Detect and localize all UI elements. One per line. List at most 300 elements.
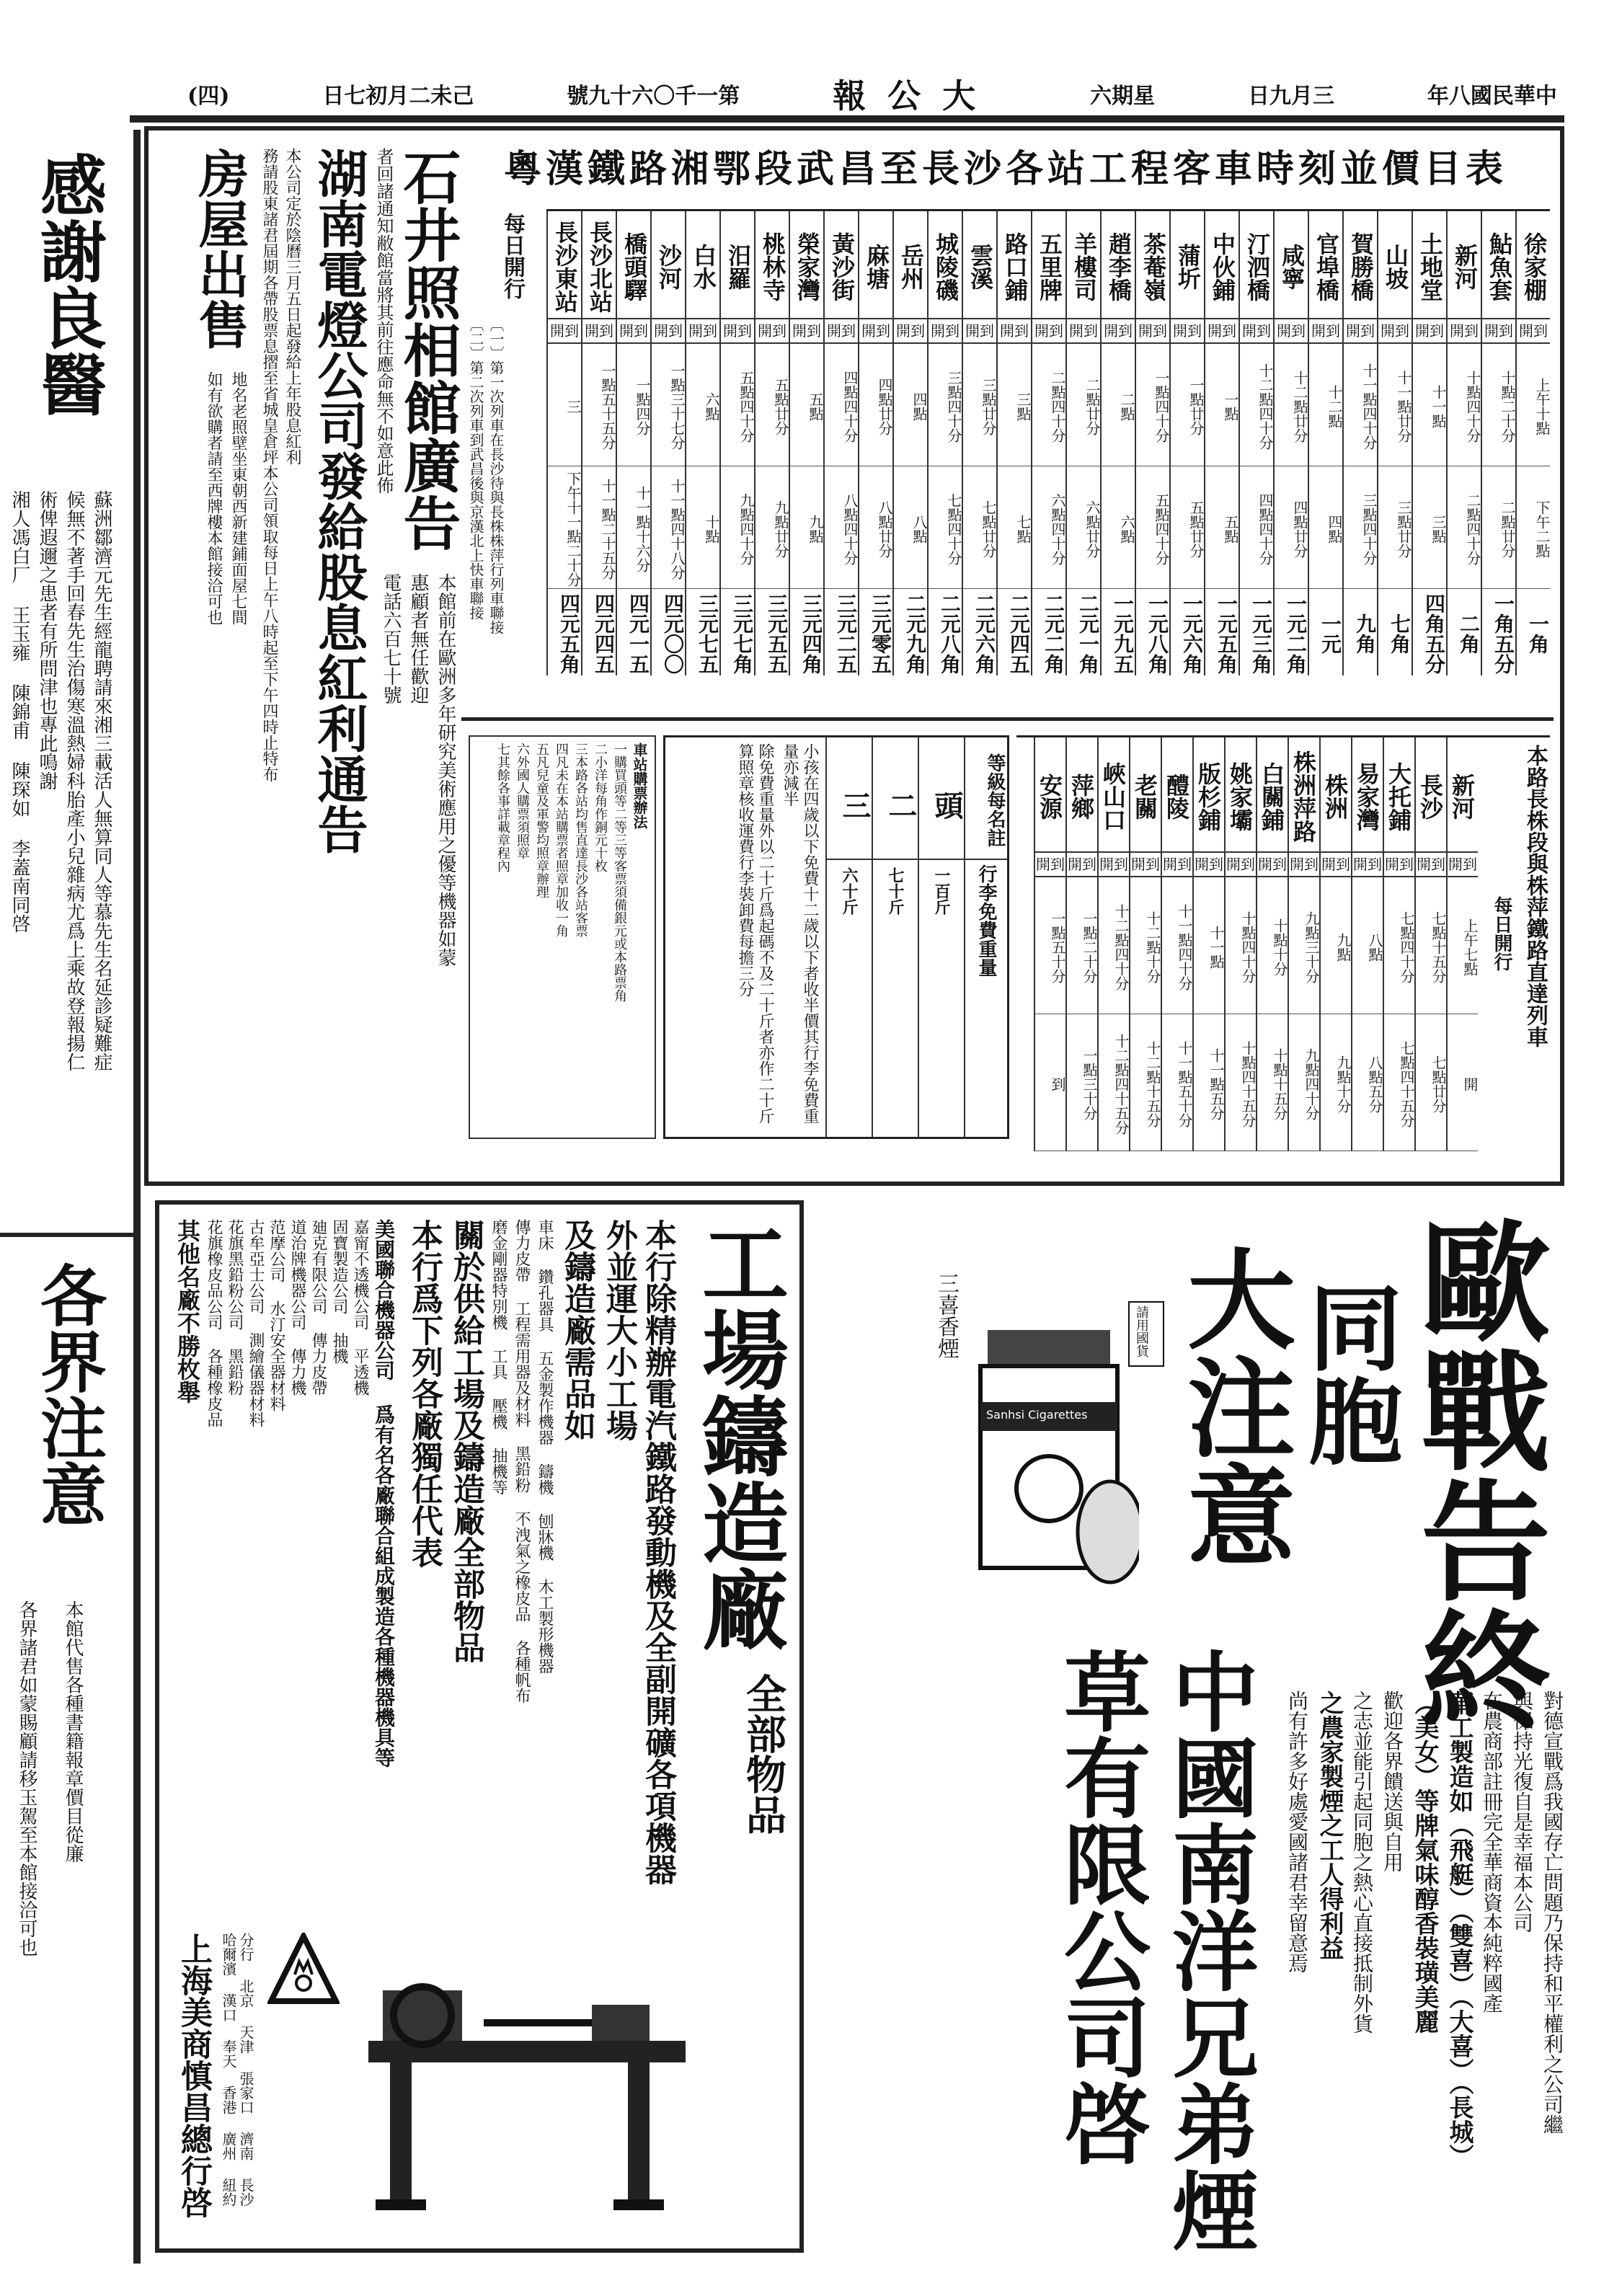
timetable-station-column [1319,737,1351,1151]
station-fare: 三元四角 [799,593,823,674]
timetable-station-column [1129,737,1161,1151]
station-name: 大托鋪 [1384,737,1414,853]
departure-time: 四點四十分 [1240,466,1273,589]
power-company-body [258,148,303,1157]
departure-time: 七點十五分 [1416,877,1446,1014]
open-label: 開 [1069,322,1083,340]
timetable-station-column [1273,211,1308,675]
timetable-station-column [1161,737,1192,1151]
departure-time: 一點廿分 [1171,344,1204,466]
station-fare: 四元四五 [592,593,616,674]
notice-body [14,1600,85,2235]
departure-time: 七點四十五分 [1384,1014,1414,1151]
open-label: 開 [688,322,703,340]
timetable-station-column [1169,211,1204,675]
open-arrive-header [1226,853,1256,877]
arrive-label: 到 [1272,856,1287,873]
fare-notes [665,737,825,1137]
timetable-station-column [1034,737,1065,1151]
departure-time: 九點四十分 [721,466,754,589]
fare-class-third: 三 [827,737,872,860]
open-label: 開 [1036,856,1050,873]
timetable-station-column [996,211,1031,675]
company: 美國聯合機器公司 爲有名各廠聯合組成製造各種機器機具等 [372,1219,396,1768]
timetable-title: 粵漢鐵路湘鄂段武昌至長沙各站工程客車時刻並價目表 [503,147,1507,191]
company: 花旗黑鉛粉公司 黑鉛粉 [226,1219,244,1396]
cigarette-ad-body [1285,1690,1564,2260]
station-name: 雲溪 [963,211,996,319]
timetable-station-column [581,211,616,675]
departure-time: 五點四十分 [721,344,754,466]
timetable-station-column [754,211,789,675]
arrive-label: 到 [807,322,821,340]
branch-timetable-grid [1034,737,1478,1151]
ticket-rule: 一購買頭等二等三等客票須備銀元或本路票角 [612,743,627,1002]
station-fare: 二元二角 [1042,593,1065,674]
departure-time: 四點 [1309,466,1342,589]
arrive-label: 到 [1399,856,1414,873]
departure-time: 五點廿分 [755,344,789,466]
open-arrive-header [859,319,892,344]
departure-time: 十一點廿分 [1378,344,1412,466]
open-label: 開 [1277,322,1291,340]
departure-time: 一點五十五分 [582,344,616,466]
masthead-weekday: 六期星 [1090,84,1156,109]
timetable-station-column [1515,211,1550,675]
ticket-rules [469,735,656,1139]
station-fare: 二元八角 [938,593,962,674]
arrive-label: 到 [1050,856,1065,873]
station-name: 山坡 [1378,211,1412,319]
departure-time: 十二點廿分 [1275,344,1308,466]
open-arrive-header [1289,853,1319,877]
departure-time: 二點四十分 [1448,466,1481,589]
ticket-rule: 三本路各站均售直達長沙各站客票 [573,743,588,937]
notice-line: 各界諸君如蒙賜顧請移玉駕至本館接洽可也 [16,1600,37,1956]
timetable-note: 〔一〕第一次列車在長沙待與長株株萍行列車聯接 [487,317,505,634]
arrive-label: 到 [564,322,579,340]
departure-time: 九點四十分 [1289,1014,1319,1151]
station-name: 白關鋪 [1257,737,1288,853]
departure-time: 二點廿分 [1067,344,1100,466]
station-fare: 二元六角 [972,593,996,674]
station-name: 老關 [1130,737,1161,853]
open-label: 開 [1034,322,1049,340]
open-label: 開 [723,322,737,340]
departure-time: 八點五分 [1352,1014,1383,1151]
thanks-line: 蘇洲鄒濟元先生經龍聘請來湘三載活人無算同人等慕先生名延診疑難症 [91,490,112,1071]
timetable-station-column [1135,211,1169,675]
departure-time: 十點十五分 [1257,1014,1288,1151]
departure-time: 六點四十分 [1032,466,1065,589]
open-arrive-header [1162,853,1192,877]
timetable-station-column [1256,737,1288,1151]
open-label: 開 [1258,856,1272,873]
timetable-station-column [1446,737,1478,1151]
station-fare: 九角 [1353,613,1377,654]
open-arrive-header [1102,319,1135,344]
seal-text: 請用國貨 [1134,1306,1149,1357]
company-more: 其他名廠不勝枚舉 [174,1219,201,1404]
open-arrive-header [1240,319,1273,344]
open-label: 開 [1242,322,1257,340]
luggage-second: 七十斤 [886,867,905,915]
fare-class-first: 頭 [919,737,964,860]
station-fare: 四元五角 [557,593,581,674]
timetable-grid [546,209,1550,675]
timetable-station-column [546,211,581,675]
departure-time: 三點廿分 [1378,466,1412,589]
station-name: 羊樓司 [1067,211,1100,319]
cigarette-headline-2: 同胞 [1293,1280,1403,1467]
ticket-rule: 二小洋每角作銅元十枚 [593,743,608,872]
thanks-body [7,490,114,1211]
departure-time: 九點三十分 [1289,877,1319,1014]
station-name: 萍鄉 [1067,737,1097,853]
timetable-station-column [823,211,858,675]
station-fare: 一角 [1526,613,1550,654]
departure-time: 七點四十分 [1384,877,1414,1014]
arrive-label: 到 [1533,322,1548,340]
open-label: 開 [585,322,599,340]
cigarette-tin-icon [966,1316,1139,1590]
open-label: 開 [1353,856,1368,873]
departure-time: 一點四十分 [1136,344,1169,466]
cigarette-headline-1: 歐戰告終 [1399,1215,1550,1734]
timetable-station-column [1097,737,1129,1151]
timetable-station-column [1065,211,1100,675]
open-label: 開 [1290,856,1304,873]
station-name: 株洲萍路 [1289,737,1319,853]
cigarette-firm-name: 中國南洋兄弟煙草有限公司啓 [1050,1647,1258,2253]
fare-header-class: 等級每名註 [965,737,1007,860]
timetable-station-column [1412,211,1446,675]
masthead-date: 日九月三 [1248,84,1334,109]
timetable-station-column [1288,737,1319,1151]
departure-time: 五點四十分 [1136,466,1169,589]
open-label: 開 [1104,322,1118,340]
factory-products: 磨金剛器特別機 工具 壓機 抽機等 [489,1219,508,1495]
station-name: 版杉鋪 [1194,737,1224,853]
open-label: 開 [1484,322,1499,340]
departure-time: 八點 [894,466,927,589]
house-line: 地名老照壁坐東朝西新建鋪面屋七間 [229,371,247,625]
arrive-label: 到 [1177,856,1192,873]
station-fare: 二角 [1457,613,1481,654]
station-fare: 三元七五 [696,593,719,674]
departure-time: 十二點四十分 [1099,877,1129,1014]
open-arrive-header [1482,319,1515,344]
cigarette-tin-illustration [966,1316,1139,1590]
open-arrive-header [929,319,962,344]
departure-time: 十一點四十分 [1344,344,1377,466]
divider [0,1233,133,1237]
house-sale-title: 房屋出售 [190,148,250,350]
station-name: 中伙鋪 [1205,211,1238,319]
timetable-station-column [1308,211,1342,675]
station-name: 咸寧 [1275,211,1308,319]
arrive-label: 到 [1014,322,1029,340]
open-arrive-header [1035,853,1065,877]
photo-line: 本館前在歐洲多年研究美術應用之優等機器如蒙 [435,573,456,967]
open-arrive-header [1448,319,1481,344]
timetable-station-column [1414,737,1446,1151]
departure-time: 三點四十分 [1344,466,1377,589]
departure-time: 十一點五十分 [1162,1014,1192,1151]
departure-time: 十點 [686,466,719,589]
arrive-label: 到 [1463,856,1477,873]
arrive-label: 到 [1326,322,1340,340]
photo-studio-title: 石井照相館廣告 [394,148,461,551]
cigarette-body-line: 在農商部註冊完全華商資本純粹國產 [1480,1690,1504,2013]
power-company-title: 湖南電燈公司發給股息紅利通告 [309,148,369,854]
factory-products: 傳力皮帶 工程需用器及材料 黑鉛粉 不洩氣之橡皮品 各種帆布 [513,1219,531,1703]
arrive-label: 到 [668,322,683,340]
departure-time: 十點二十分 [1482,344,1515,466]
departure-time: 四點廿分 [859,344,892,466]
station-name: 趙李橋 [1102,211,1135,319]
amco-logo [267,1933,340,2005]
station-name: 白水 [686,211,719,319]
station-name: 賀勝橋 [1344,211,1377,319]
station-name: 新河 [1448,737,1478,853]
departure-time: 一點四分 [617,344,650,466]
station-fare: 二元一角 [1076,593,1100,674]
departure-time: 九點廿分 [755,466,789,589]
arrive-label: 到 [876,322,890,340]
arrive-label: 到 [1241,856,1255,873]
open-label: 開 [1385,856,1399,873]
open-arrive-header [1413,319,1446,344]
ticket-rule: 六外國人購票須照章 [515,743,530,859]
cigarette-body-line: 對德宣戰爲我國存亡問題乃保持和平權利之公司繼 [1541,1690,1564,2135]
open-arrive-header [1257,853,1288,877]
arrive-label: 到 [1082,856,1096,873]
photo-studio-notice: 者回諸通知敝館當將其前往應命無不如意此佈 [373,148,394,494]
timetable-subtitle: 每日開行 [500,213,525,299]
departure-time: 三點 [998,344,1031,466]
departure-time: 到 [1035,1014,1065,1151]
departure-time: 七點 [998,466,1031,589]
factory-ad-title: 工場鑄造廠 [688,1219,789,1652]
departure-time: 十二點 [1309,344,1342,466]
timetable-station-column [1383,737,1414,1151]
cigarette-body-line: 之農家製煙之工人得利益 [1315,1690,1344,1960]
power-line: 務請股東諸君屆期各帶股票息摺至省城皇倉坪本公司領取每日上午八時起至下午四時止特布 [260,148,278,782]
open-arrive-header [825,319,858,344]
departure-time: 六點廿分 [1067,466,1100,589]
masthead [187,72,1557,115]
ticket-rule: 五凡兒童及軍警均照章辦理 [534,743,549,898]
company: 古牟亞士公司 測繪儀器材料 [247,1219,265,1427]
station-fare: 三元七角 [730,593,754,674]
open-arrive-header [963,319,996,344]
arrive-label: 到 [1499,322,1513,340]
timetable-station-column [1224,737,1256,1151]
open-label: 開 [1519,322,1533,340]
factory-ad-subtitle: 全部物品 [740,1673,787,1835]
open-label: 開 [1000,322,1014,340]
station-name: 汨羅 [721,211,754,319]
open-arrive-header [998,319,1031,344]
station-fare: 三元五五 [765,593,789,674]
station-name: 土地堂 [1413,211,1446,319]
arrive-label: 到 [1304,856,1319,873]
open-label: 開 [1068,856,1082,873]
timetable-note: 〔二〕第二次列車到武昌後與京漢北上快車聯接 [467,317,484,620]
departure-time: 十二點四十五分 [1099,1014,1129,1151]
departure-time: 十一點四十分 [1162,877,1192,1014]
open-arrive-header [652,319,685,344]
station-fare: 四元〇〇 [661,593,685,674]
timetable-station-column [1342,211,1377,675]
station-name: 安源 [1035,737,1065,853]
timetable-station-column [719,211,754,675]
open-arrive-header [790,319,823,344]
fare-row-header [964,737,1007,1137]
thanks-line: 候無不著手回春先生治傷寒溫熱婦科胎產小兒雜病尤爲上乘故登報揚仁 [63,490,85,1071]
station-fare: 一元 [1319,613,1342,654]
open-label: 開 [792,322,807,340]
station-fare: 一元二角 [1284,593,1308,674]
open-label: 開 [861,322,876,340]
fare-grid [663,735,1009,1139]
open-arrive-header [617,319,650,344]
departure-time: 三點四十分 [929,344,962,466]
masthead-paper-name: 報公大 [833,76,998,115]
departure-time: 七點廿分 [963,466,996,589]
open-label: 開 [827,322,841,340]
open-arrive-header [1384,853,1414,877]
departure-time: 六點 [686,344,719,466]
open-label: 開 [1450,322,1464,340]
departure-time: 二點廿分 [1482,466,1515,589]
arrive-label: 到 [1145,856,1160,873]
timetable-station-column [616,211,650,675]
open-label: 開 [1226,856,1241,873]
departure-time: 六點 [1102,466,1135,589]
arrive-label: 到 [1153,322,1167,340]
amco-triangle-icon [267,1933,340,2005]
timetable-station-column [962,211,996,675]
station-fare: 一元三角 [1249,593,1273,674]
open-label: 開 [896,322,910,340]
departure-time: 二點 [1102,344,1135,466]
station-fare: 一元九五 [1111,593,1135,674]
open-label: 開 [1195,856,1209,873]
timetable-station-column [1238,211,1273,675]
departure-time: 五點 [790,344,823,466]
thanks-title: 感謝良醫 [30,151,107,417]
station-name: 路口鋪 [998,211,1031,319]
fare-table [469,735,1009,1168]
factory-line: 本行除精辦電汽鐵路發動機及全副開礦各項機器外並運大小工場 [601,1219,676,1885]
arrive-label: 到 [1049,322,1063,340]
station-fare: 一元六角 [1180,593,1204,674]
company: 嘉甯不透機公司 平透機 [351,1219,369,1396]
company: 道治牌機器公司 傳力機 [288,1219,306,1396]
departure-time: 九點 [1321,877,1351,1014]
company: 固寶製造公司 抽機 [330,1219,348,1364]
open-arrive-header [1352,853,1383,877]
station-name: 鮎魚套 [1482,211,1515,319]
open-arrive-header [1067,853,1097,877]
buy-domestic-seal [1128,1301,1164,1367]
timetable-station-column [1481,211,1515,675]
ticket-rule: 七其餘各事詳載章程內 [495,743,510,872]
tin-label: Sanhsi Cigarettes [986,1408,1088,1422]
open-arrive-header [1171,319,1204,344]
station-fare: 二元四五 [1007,593,1031,674]
arrive-label: 到 [1083,322,1098,340]
arrive-label: 到 [910,322,925,340]
luggage-first: 一百斤 [932,867,951,915]
departure-time: 十一點 [1413,344,1446,466]
station-name: 五里牌 [1032,211,1065,319]
thanks-line: 湘人馮白厂 王玉雍 陳錦甫 陳琛如 李蓋南同啓 [9,490,30,933]
cigarette-body-line: 之志並能引起同胞之熱心直接抵制外貨 [1350,1690,1374,2034]
station-fare: 四元一五 [626,593,650,674]
fare-col-second [872,737,918,1137]
factory-line: 及鑄造廠需品如 [559,1219,595,1441]
timetable-station-column [1065,737,1097,1151]
open-arrive-header [1416,853,1446,877]
open-label: 開 [965,322,980,340]
arrive-label: 到 [1395,322,1409,340]
photo-studio-body [378,573,458,1150]
departure-time: 七點四十分 [929,466,962,589]
station-fare: 二元九角 [903,593,927,674]
station-name: 榮家灣 [790,211,823,319]
station-name: 長沙東站 [548,211,581,319]
departure-time: 四點廿分 [1275,466,1308,589]
open-arrive-header [582,319,616,344]
house-sale-body [203,371,249,1157]
arrive-label: 到 [772,322,786,340]
left-column [0,130,141,2264]
station-name: 醴陵 [1162,737,1192,853]
departure-time: 九點十分 [1321,1014,1351,1151]
thanks-line: 術俾遐邇之患者有所問津也專此鳴謝 [36,490,58,790]
departure-time: 一點二十分 [1067,877,1097,1014]
station-fare: 四角五分 [1422,593,1446,674]
departure-time: 十二點四十分 [1240,344,1273,466]
open-arrive-header [1067,319,1100,344]
fare-header-luggage: 行李免費重量 [975,864,997,977]
open-arrive-header [1205,319,1238,344]
departure-time: 下午十一點二十分 [548,466,581,589]
departure-time: 十二點十分 [1130,877,1161,1014]
departure-time: 十一點十六分 [617,466,650,589]
fare-note: 除免費重量外以二十斤爲起碼不及二十斤者亦作二十斤算照章核收運費行李裝卸費每擔三分 [736,743,774,1124]
station-name: 姚家壩 [1226,737,1256,853]
ticket-rules-title: 車站購票辦法 [631,743,648,829]
open-label: 開 [1415,322,1430,340]
timetable-station-column [1377,211,1412,675]
station-fare: 一元五角 [1215,593,1238,674]
arrive-label: 到 [1464,322,1479,340]
arrive-label: 到 [1222,322,1236,340]
open-arrive-header [1194,853,1224,877]
timetable-station-column [927,211,962,675]
notice-line: 本館代售各種書籍報章價目從廉 [62,1600,84,1863]
factory-firm-name: 上海美商慎昌總行啓 [175,1933,212,2218]
open-label: 開 [1163,856,1177,873]
fare-class-second: 二 [873,737,918,860]
station-fare: 三元零五 [869,593,892,674]
arrive-label: 到 [980,322,994,340]
station-name: 黃沙街 [825,211,858,319]
